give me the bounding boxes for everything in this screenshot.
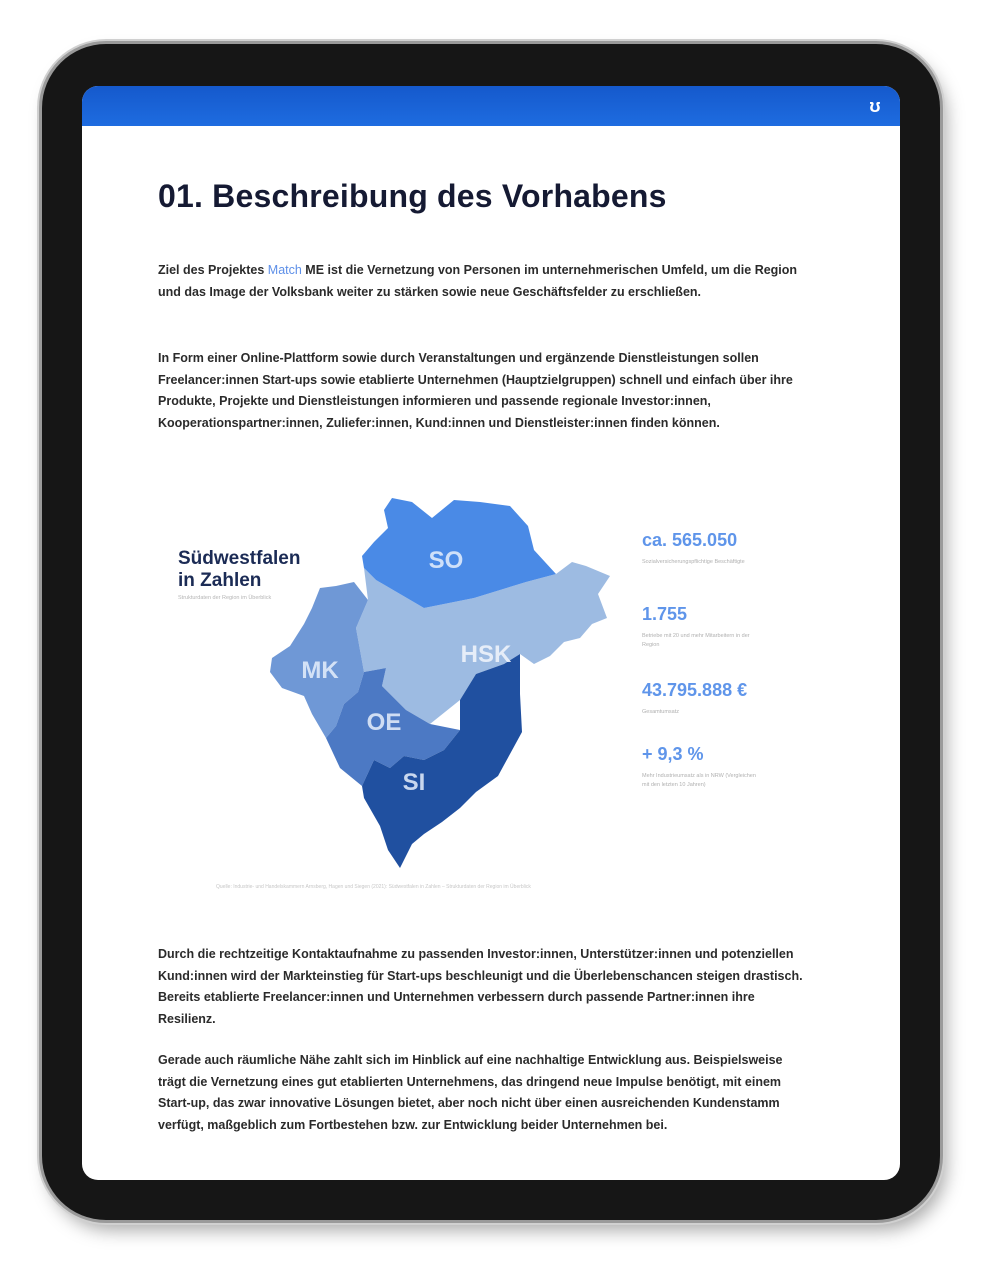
intro-text-end: ME ist die Vernetzung von Personen im unternehmerischen Umfeld, um die Region und das Image der Volksbank weiter zu stärken sowie neue Geschäftsfelder zu erschließen. — [158, 263, 798, 299]
match-highlight: Match — [267, 263, 302, 277]
platform-paragraph: In Form einer Online-Plattform sowie durch Veranstaltungen und ergänzende Dienstleistungen sollen Freelancer:innen Start-ups sowie etablierte Unternehmen (Hauptzielgruppen) schnell und einfach über ihre Produkte, Projekte und Dienstleistungen informieren und passende regionale Investor:innen, Kooperationspartner:innen, Zuliefer:innen, Kund:innen und Dienstleister:innen finden können. — [158, 351, 793, 430]
header-bar — [82, 86, 900, 126]
infographic-subtitle: Strukturdaten der Region im Überblick — [178, 595, 272, 601]
region-label-hsk: HSK — [460, 641, 512, 668]
infographic-title-line1: Südwestfalen — [178, 548, 301, 569]
region-label-so: SO — [428, 547, 464, 574]
stat-value-employees: ca. 565.050 — [642, 530, 738, 550]
stat-value-revenue: 43.795.888 € — [642, 680, 748, 700]
region-map — [264, 498, 614, 870]
intro-paragraph — [158, 260, 808, 303]
market-entry-paragraph: Durch die rechtzeitige Kontaktaufnahme zu passenden Investor:innen, Unterstützer:innen und potenziellen Kund:innen wird der Markteinstieg für Start-ups beschleunigt und die Überlebenschancen steigen drastisch. Bereits etablierte Freelancer:innen und Unternehmen verbessern durch passende Partner:innen ihre Resilienz. — [158, 947, 803, 1026]
page-title: 01. Beschreibung des Vorhabens — [158, 178, 667, 214]
stat-desc-revenue: Gesamtumsatz — [642, 709, 679, 715]
region-label-oe: OE — [366, 709, 402, 736]
source-note: Quelle: Industrie- und Handelskammern Arnsberg, Hagen und Siegen (2021): Südwestfalen in Zahlen – Strukturdaten der Region im Überblick — [216, 884, 531, 890]
stat-desc-companies: Betriebe mit 20 und mehr Mitarbeitern in der Region — [642, 633, 750, 648]
region-label-mk: MK — [301, 657, 339, 684]
brand-logo-icon[interactable]: ʊ — [869, 96, 881, 116]
tablet-screen — [82, 86, 900, 1180]
stat-value-growth: + 9,3 % — [642, 744, 704, 764]
intro-text-start: Ziel des Projektes — [158, 263, 268, 277]
infographic-title-line2: in Zahlen — [178, 570, 262, 591]
stat-desc-growth: Mehr Industrieumsatz als in NRW (Vergleichen mit den letzten 10 Jahren) — [642, 773, 756, 788]
stat-desc-employees: Sozialversicherungspflichtige Beschäftigte — [642, 559, 745, 565]
region-label-si: SI — [402, 769, 426, 796]
proximity-paragraph: Gerade auch räumliche Nähe zahlt sich im Hinblick auf eine nachhaltige Entwicklung aus. Beispielsweise trägt die Vernetzung eines gut etablierten Unternehmens, das dringend neue Impulse benötigt, mit einem Start-up, das zwar innovative Lösungen bietet, aber noch nicht über einen ausreichenden Kundenstamm verfügt, maßgeblich zum Fortbestehen bzw. zur Entwicklung beider Unternehmen bei. — [158, 1053, 783, 1132]
stat-value-companies: 1.755 — [642, 604, 688, 624]
